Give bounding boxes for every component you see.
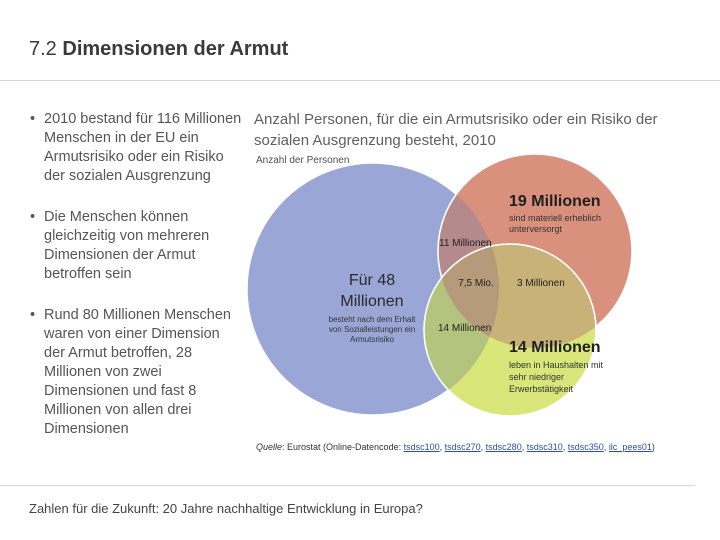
blue-main-label-1: Für 48 (348, 272, 396, 289)
slide-title-text: Dimensionen der Armut (62, 38, 289, 60)
slide-title-number: 7.2 (29, 38, 57, 60)
source-separator: , (562, 442, 568, 452)
source-link[interactable]: ilc_pees01 (608, 442, 652, 452)
source-separator: , (480, 442, 486, 452)
footer-divider (0, 485, 695, 486)
yellow-desc-line: Erwerbstätigkeit (509, 384, 574, 394)
yellow-main-label: 14 Millionen (509, 339, 601, 356)
blue-desc-line: besteht nach dem Erhalt (328, 315, 416, 324)
source-link[interactable]: tsdsc310 (526, 442, 563, 452)
source-link[interactable]: tsdsc270 (444, 442, 481, 452)
bullet-item: • Rund 80 Millionen Menschen waren von einer Dimension der Armut betroffen, 28 Millionen von zwei Dimensionen und fast 8 Millionen von allen drei Dimensionen (28, 306, 243, 439)
slide-footer: Zahlen für die Zukunft: 20 Jahre nachhaltige Entwicklung in Europa? (29, 501, 423, 516)
blue-main-label-2: Millionen (340, 293, 404, 310)
blue-desc-line: Armutsrisiko (349, 335, 395, 344)
overlap-label-blue-salmon: 11 Millionen (439, 238, 492, 249)
source-link[interactable]: tsdsc100 (403, 442, 440, 452)
overlap-label-blue-yellow: 14 Millionen (438, 323, 492, 334)
overlap-label-salmon-yellow: 3 Millionen (517, 278, 565, 289)
source-link[interactable]: tsdsc280 (485, 442, 522, 452)
source-separator: , (521, 442, 527, 452)
salmon-main-label: 19 Millionen (509, 193, 601, 210)
source-separator: , (439, 442, 445, 452)
bullet-item: • 2010 bestand für 116 Millionen Menschen in der EU ein Armutsrisiko oder ein Risiko der sozialen Ausgrenzung (28, 110, 243, 186)
source-end: ) (651, 442, 655, 452)
figure-title: Anzahl Personen, für die ein Armutsrisiko oder ein Risiko der sozialen Ausgrenzung besteht, 2010 (254, 111, 658, 149)
salmon-desc-line: unterversorgt (509, 224, 563, 234)
source-separator: , (603, 442, 609, 452)
blue-desc-line: von Sozialleistungen ein (328, 325, 416, 334)
source-text: : Eurostat (Online-Datencode: (282, 442, 404, 452)
source-note (256, 441, 656, 454)
yellow-desc-line: sehr niedriger (509, 372, 565, 382)
source-label: Quelle (256, 442, 283, 452)
bullet-item: • Die Menschen können gleichzeitig von mehreren Dimensionen der Armut betroffen sein (28, 208, 243, 284)
yellow-desc-line: leben in Haushalten mit (509, 360, 604, 370)
source-link[interactable]: tsdsc350 (567, 442, 604, 452)
overlap-label-center: 7,5 Mio. (458, 278, 494, 289)
salmon-desc-line: sind materiell erheblich (509, 213, 602, 223)
figure-subtitle: Anzahl der Personen (256, 155, 350, 166)
